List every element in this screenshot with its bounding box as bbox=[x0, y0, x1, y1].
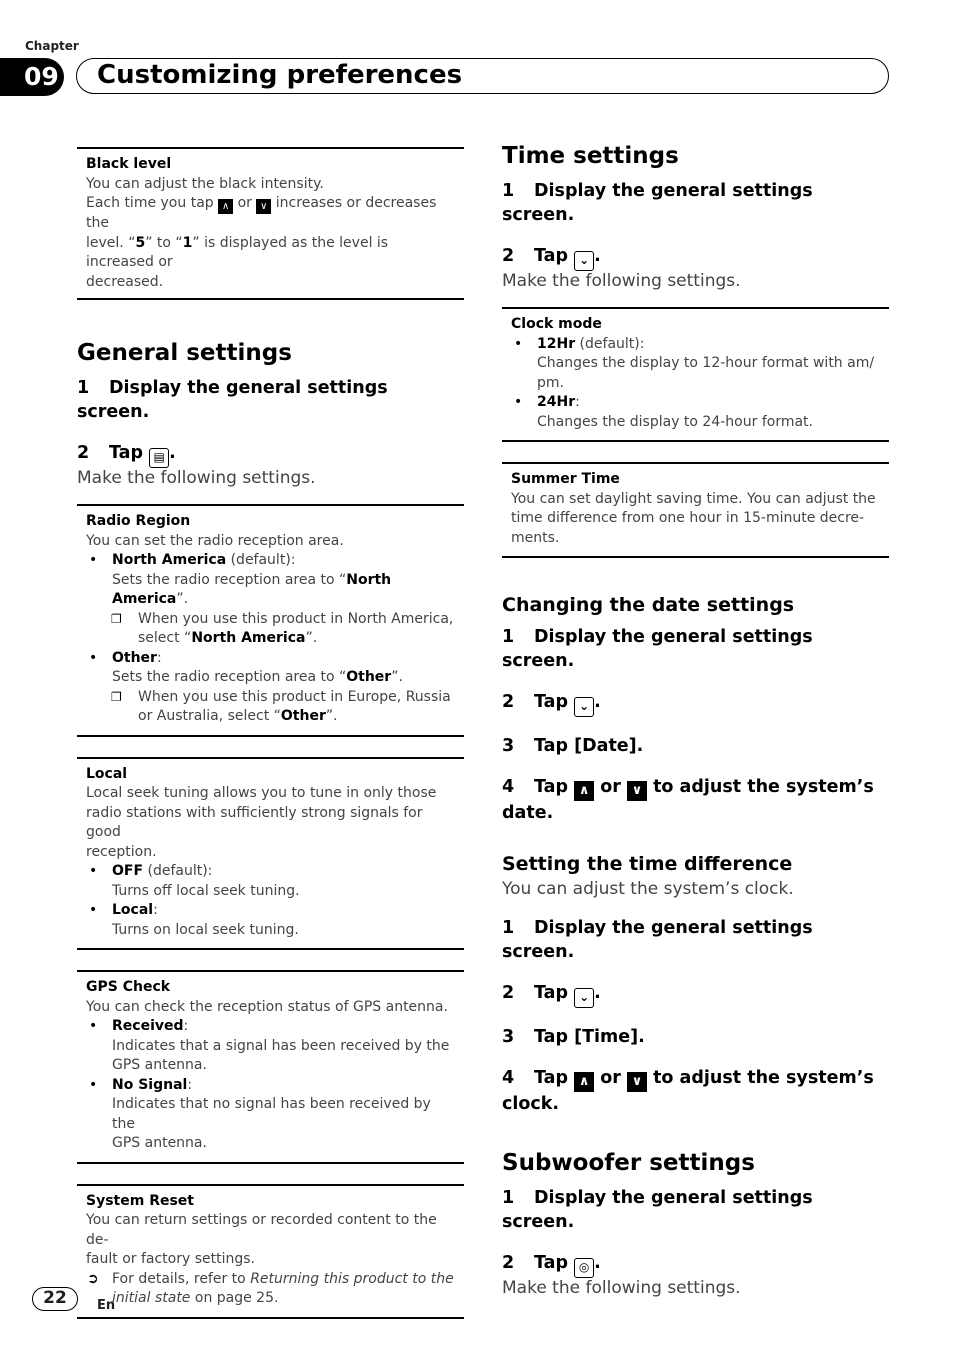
date-step-1 bbox=[502, 625, 889, 673]
general-step-2 bbox=[77, 441, 464, 468]
text: Turns off local seek tuning. bbox=[112, 882, 300, 899]
subwoofer-step-1 bbox=[502, 1186, 889, 1234]
step-text: to adjust the system’s bbox=[653, 1068, 874, 1088]
chapter-title: Customizing preferences bbox=[76, 58, 889, 94]
text: Other bbox=[346, 669, 392, 685]
text: North America bbox=[191, 630, 306, 646]
step-text: Tap bbox=[534, 246, 569, 266]
text: Turns on local seek tuning. bbox=[112, 921, 299, 938]
text: : bbox=[575, 394, 580, 410]
reference-link: initial state bbox=[112, 1290, 191, 1306]
general-step-1 bbox=[77, 376, 464, 424]
text: You can set daylight saving time. You can adjust the bbox=[511, 490, 876, 507]
text: ”. bbox=[391, 669, 403, 685]
step-number: 3 bbox=[502, 1027, 515, 1047]
box-title: System Reset bbox=[86, 1192, 194, 1209]
text: You can set the radio reception area. bbox=[86, 532, 344, 549]
option-label: North America bbox=[112, 552, 227, 568]
text: When you use this product in North America, bbox=[138, 610, 454, 627]
text bbox=[86, 668, 456, 688]
text: You can return settings or recorded content to the de- bbox=[86, 1212, 437, 1248]
step-number: 2 bbox=[502, 246, 515, 266]
step-text: Tap bbox=[534, 777, 569, 797]
text: For details, refer to bbox=[112, 1270, 251, 1287]
box-title: Black level bbox=[86, 156, 172, 172]
step-text: Display the general settings screen. bbox=[77, 378, 388, 422]
option-label: Local bbox=[112, 902, 154, 918]
time-difference-intro: You can adjust the system’s clock. bbox=[502, 879, 794, 899]
step-text: Tap bbox=[109, 443, 144, 463]
text: or Australia, select “ bbox=[138, 708, 281, 724]
up-arrow-icon: ∧ bbox=[218, 199, 233, 214]
box-title: Summer Time bbox=[511, 471, 620, 487]
step-text: Tap bbox=[534, 1068, 569, 1088]
left-column bbox=[77, 147, 464, 1319]
text: ” is displayed as the level is increased or bbox=[86, 234, 389, 270]
step-text: Display the general settings screen. bbox=[502, 918, 813, 962]
black-level-box bbox=[77, 147, 464, 300]
text: : bbox=[153, 902, 158, 918]
step-number: 1 bbox=[502, 1188, 515, 1208]
date-step-2 bbox=[502, 690, 889, 717]
bullet-12hr bbox=[511, 335, 881, 355]
down-arrow-icon: ∨ bbox=[627, 781, 647, 801]
step-number: 1 bbox=[502, 627, 515, 647]
text: When you use this product in Europe, Russia bbox=[138, 688, 451, 705]
option-label: 24Hr bbox=[537, 394, 576, 410]
step-number: 4 bbox=[502, 1068, 515, 1088]
text: ”. bbox=[305, 630, 318, 646]
radio-region-box bbox=[77, 504, 464, 737]
text: pm. bbox=[537, 374, 564, 391]
timediff-step-4 bbox=[502, 1066, 889, 1116]
text: Other bbox=[280, 708, 326, 724]
reference-note bbox=[86, 1270, 456, 1309]
text: Local seek tuning allows you to tune in only those bbox=[86, 785, 437, 801]
general-settings-heading: General settings bbox=[77, 340, 292, 366]
speaker-icon: ◎ bbox=[574, 1258, 594, 1278]
option-label: 12Hr bbox=[537, 335, 576, 352]
step-text: Tap [Date]. bbox=[534, 736, 644, 756]
black-level-range-line bbox=[86, 234, 456, 273]
value: 5 bbox=[135, 234, 146, 251]
step-number: 1 bbox=[77, 378, 90, 398]
text: on page 25. bbox=[190, 1290, 279, 1306]
text: . bbox=[594, 1253, 601, 1273]
step-text: Tap [Time]. bbox=[534, 1027, 645, 1047]
step-number: 3 bbox=[502, 736, 515, 756]
up-arrow-icon: ∧ bbox=[574, 1072, 594, 1092]
bullet-other bbox=[86, 649, 456, 669]
subwoofer-settings-heading: Subwoofer settings bbox=[502, 1150, 755, 1176]
step-number: 2 bbox=[502, 983, 515, 1003]
text: reception. bbox=[86, 843, 157, 860]
date-step-3 bbox=[502, 734, 889, 758]
text: Indicates that a signal has been received by the bbox=[112, 1037, 450, 1054]
chapter-label: Chapter bbox=[25, 39, 79, 53]
down-arrow-icon: ∨ bbox=[256, 199, 271, 214]
text: ”. bbox=[176, 591, 189, 607]
step-number: 4 bbox=[502, 777, 515, 797]
chevron-down-icon: ⌄ bbox=[574, 988, 594, 1008]
text: ”. bbox=[325, 708, 338, 724]
step-text: Tap bbox=[534, 1253, 569, 1273]
option-label: Other bbox=[112, 649, 157, 666]
black-level-desc: You can adjust the black intensity. bbox=[86, 175, 324, 192]
text: or bbox=[600, 777, 621, 797]
language-label: En bbox=[97, 1298, 116, 1313]
step-number: 2 bbox=[502, 1253, 515, 1273]
text: . bbox=[594, 246, 601, 266]
subwoofer-step-2 bbox=[502, 1251, 889, 1278]
step-text: Display the general settings screen. bbox=[502, 1188, 813, 1232]
step-number: 1 bbox=[502, 181, 515, 201]
bullet-received bbox=[86, 1017, 456, 1037]
bullet-local bbox=[86, 901, 456, 921]
text: Changes the display to 12-hour format with am/ bbox=[537, 355, 875, 371]
text: or bbox=[237, 195, 252, 211]
text: decreased. bbox=[86, 273, 164, 290]
local-box bbox=[77, 757, 464, 951]
box-title: Radio Region bbox=[86, 513, 191, 529]
option-label: No Signal bbox=[112, 1076, 188, 1093]
timediff-step-2 bbox=[502, 981, 889, 1008]
timediff-step-1 bbox=[502, 916, 889, 964]
radio-settings-icon: ▤ bbox=[149, 448, 169, 468]
text: Each time you tap bbox=[86, 195, 214, 211]
gps-check-box bbox=[77, 970, 464, 1164]
step-text: clock. bbox=[502, 1094, 560, 1114]
time-step-2 bbox=[502, 244, 889, 271]
text: (default): bbox=[226, 552, 296, 568]
summer-time-box bbox=[502, 462, 889, 558]
time-step-1 bbox=[502, 179, 889, 227]
time-difference-heading: Setting the time difference bbox=[502, 853, 793, 875]
right-column bbox=[502, 143, 889, 1298]
text: (default): bbox=[143, 863, 213, 879]
text: select “ bbox=[138, 630, 192, 646]
step-text: Display the general settings screen. bbox=[502, 627, 813, 671]
bullet-no-signal bbox=[86, 1076, 456, 1096]
timediff-step-3 bbox=[502, 1025, 889, 1049]
step-text: to adjust the system’s date. bbox=[502, 777, 874, 823]
bullet-off bbox=[86, 862, 456, 882]
bullet-24hr bbox=[511, 393, 881, 413]
black-level-tap-line bbox=[86, 194, 456, 234]
text: increases or decreases the bbox=[86, 195, 437, 231]
time-settings-heading: Time settings bbox=[502, 143, 679, 169]
date-settings-heading: Changing the date settings bbox=[502, 594, 795, 616]
text: GPS antenna. bbox=[112, 1057, 207, 1073]
box-title: Local bbox=[86, 765, 128, 782]
text: (default): bbox=[575, 335, 645, 352]
text: or bbox=[600, 1068, 621, 1088]
up-arrow-icon: ∧ bbox=[574, 781, 594, 801]
text: : bbox=[183, 1018, 189, 1034]
text: . bbox=[594, 983, 601, 1003]
reference-link: Returning this product to the bbox=[250, 1270, 454, 1287]
step-number: 2 bbox=[502, 692, 515, 712]
box-title: Clock mode bbox=[511, 316, 602, 332]
date-step-4 bbox=[502, 775, 889, 825]
note bbox=[86, 688, 456, 727]
text: . bbox=[169, 443, 176, 463]
step-text: Display the general settings screen. bbox=[502, 181, 813, 225]
option-label: OFF bbox=[112, 863, 144, 879]
step-text: Tap bbox=[534, 983, 569, 1003]
option-label: Received bbox=[112, 1018, 184, 1034]
text: Sets the radio reception area to “ bbox=[112, 571, 347, 588]
value: 1 bbox=[182, 234, 193, 251]
text: level. “ bbox=[86, 234, 136, 251]
text: fault or factory settings. bbox=[86, 1251, 256, 1267]
chevron-down-icon: ⌄ bbox=[574, 697, 594, 717]
page-number: 22 bbox=[32, 1287, 78, 1311]
note bbox=[86, 610, 456, 649]
text: ments. bbox=[511, 529, 560, 546]
text bbox=[86, 571, 456, 610]
text: : bbox=[187, 1076, 193, 1093]
text: time difference from one hour in 15-minute decre- bbox=[511, 510, 865, 526]
down-arrow-icon: ∨ bbox=[627, 1072, 647, 1092]
chapter-number: 09 bbox=[0, 58, 64, 96]
system-reset-box bbox=[77, 1184, 464, 1319]
box-title: GPS Check bbox=[86, 979, 171, 995]
clock-mode-box bbox=[502, 307, 889, 442]
follow-text: Make the following settings. bbox=[502, 1278, 741, 1298]
step-number: 1 bbox=[502, 918, 515, 938]
text: Indicates that no signal has been received by the bbox=[112, 1096, 431, 1132]
chevron-down-icon: ⌄ bbox=[574, 251, 594, 271]
bullet-north-america bbox=[86, 551, 456, 571]
text: ” to “ bbox=[145, 234, 183, 251]
text: You can check the reception status of GPS antenna. bbox=[86, 998, 448, 1015]
text: . bbox=[594, 692, 601, 712]
follow-text: Make the following settings. bbox=[77, 468, 316, 488]
text: North America bbox=[112, 571, 392, 607]
follow-text: Make the following settings. bbox=[502, 271, 741, 291]
text: Sets the radio reception area to “ bbox=[112, 669, 347, 685]
text: GPS antenna. bbox=[112, 1135, 207, 1151]
text: radio stations with sufficiently strong signals for good bbox=[86, 804, 423, 840]
step-number: 2 bbox=[77, 443, 90, 463]
text: : bbox=[156, 649, 162, 666]
text: Changes the display to 24-hour format. bbox=[537, 413, 813, 430]
step-text: Tap bbox=[534, 692, 569, 712]
